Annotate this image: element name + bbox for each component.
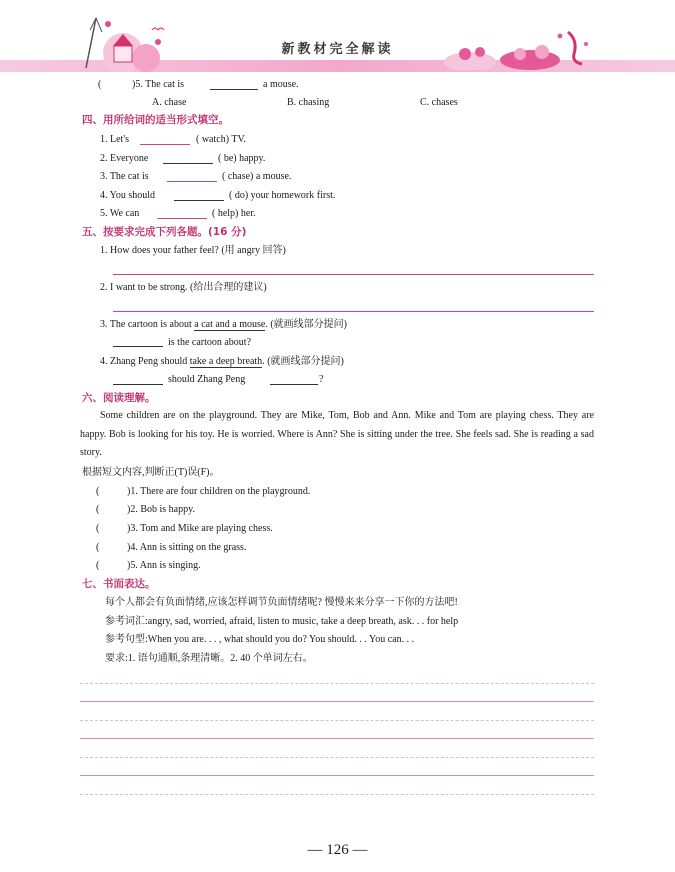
section5-title: 五、按要求完成下列各题。(16 分) xyxy=(82,226,247,238)
s5-item4-blank1 xyxy=(113,384,163,385)
header-title: 新教材完全解读 xyxy=(281,42,394,57)
s5-item2: 2. I want to be strong. (给出合理的建议) xyxy=(100,282,267,293)
writing-line[interactable] xyxy=(80,775,594,776)
s4-item2-blank xyxy=(163,163,213,164)
q5-rest: a mouse. xyxy=(263,79,299,90)
s4-item5-b: ( help) her. xyxy=(212,208,256,219)
s6-item4: )4. Ann is sitting on the grass. xyxy=(127,542,247,553)
s6-item2: )2. Bob is happy. xyxy=(127,504,195,515)
s5-item4: 4. Zhang Peng should take a deep breath. (就画线部分提问) xyxy=(100,356,344,367)
s4-item4-blank xyxy=(174,200,224,201)
q5-stem: )5. The cat is xyxy=(132,79,185,90)
s7-line1: 每个人都会有负面情绪,应该怎样调节负面情绪呢? 慢慢来来分享一下你的方法吧! xyxy=(105,597,458,608)
s5-item4-answer-a: should Zhang Peng xyxy=(168,374,246,385)
s6-item3: )3. Tom and Mike are playing chess. xyxy=(127,523,273,534)
s5-item3-blank xyxy=(113,346,163,347)
s4-item2-a: 2. Everyone xyxy=(100,153,149,164)
s6-item5: )5. Ann is singing. xyxy=(127,560,201,571)
s5-item4-answer-b: ? xyxy=(319,374,324,385)
s6-item3-paren: ( xyxy=(96,523,100,534)
section6-title: 六、阅读理解。 xyxy=(82,392,156,404)
q5-paren: ( xyxy=(98,79,102,90)
s4-item3-blank xyxy=(167,181,217,182)
section7-title: 七、书面表达。 xyxy=(82,578,156,590)
section4-title: 四、用所给词的适当形式填空。 xyxy=(82,114,229,126)
s5-item1-answer-line xyxy=(113,274,594,275)
s5-item1: 1. How does your father feel? (用 angry 回答) xyxy=(100,245,286,256)
s4-item1-a: 1. Let's xyxy=(100,134,130,145)
s5-item2-answer-line xyxy=(113,311,594,312)
s7-line3: 参考句型:When you are. . . , what should you do? You should. . . You can. . . xyxy=(105,634,415,645)
s7-line4: 要求:1. 语句通顺,条理清晰。2. 40 个单词左右。 xyxy=(105,653,313,664)
s6-item2-paren: ( xyxy=(96,504,100,515)
writing-line[interactable] xyxy=(80,738,594,739)
q5-option-a: A. chase xyxy=(152,97,187,108)
s4-item4-b: ( do) your homework first. xyxy=(229,190,336,201)
s4-item3-a: 3. The cat is xyxy=(100,171,149,182)
s7-line2: 参考词汇:angry, sad, worried, afraid, listen to music, take a deep breath, ask. . . for help xyxy=(105,616,459,627)
s6-item4-paren: ( xyxy=(96,542,100,553)
s4-item1-blank xyxy=(140,144,190,145)
writing-line[interactable] xyxy=(80,720,594,721)
s6-item5-paren: ( xyxy=(96,560,100,571)
s4-item4-a: 4. You should xyxy=(100,190,156,201)
s6-item1-paren: ( xyxy=(96,486,100,497)
s4-item5-a: 5. We can xyxy=(100,208,140,219)
s4-item3-b: ( chase) a mouse. xyxy=(222,171,292,182)
s4-item5-blank xyxy=(157,218,207,219)
s6-instruction: 根据短文内容,判断正(T)误(F)。 xyxy=(82,467,220,478)
s4-item1-b: ( watch) TV. xyxy=(196,134,246,145)
q5-option-c: C. chases xyxy=(420,97,458,108)
s5-item4-blank2 xyxy=(270,384,318,385)
s5-item3: 3. The cartoon is about a cat and a mouse. (就画线部分提问) xyxy=(100,319,348,330)
writing-line[interactable] xyxy=(80,757,594,758)
q5-option-b: B. chasing xyxy=(287,97,330,108)
reading-passage: Some children are on the playground. They are Mike, Tom, Bob and Ann. Mike and Tom are playing chess. They are happy. Bob is looking for his toy. He is worried. Where is Ann? She is sitting under the tree. She feels sad. She is reading a sad story. xyxy=(80,410,594,459)
writing-line[interactable] xyxy=(80,794,594,795)
writing-line[interactable] xyxy=(80,701,594,702)
s4-item2-b: ( be) happy. xyxy=(218,153,266,164)
page-number: — 126 — xyxy=(307,842,368,858)
s6-item1: )1. There are four children on the playground. xyxy=(127,486,311,497)
writing-line[interactable] xyxy=(80,683,594,684)
s5-item3-answer: is the cartoon about? xyxy=(168,337,252,348)
q5-blank xyxy=(210,89,258,90)
